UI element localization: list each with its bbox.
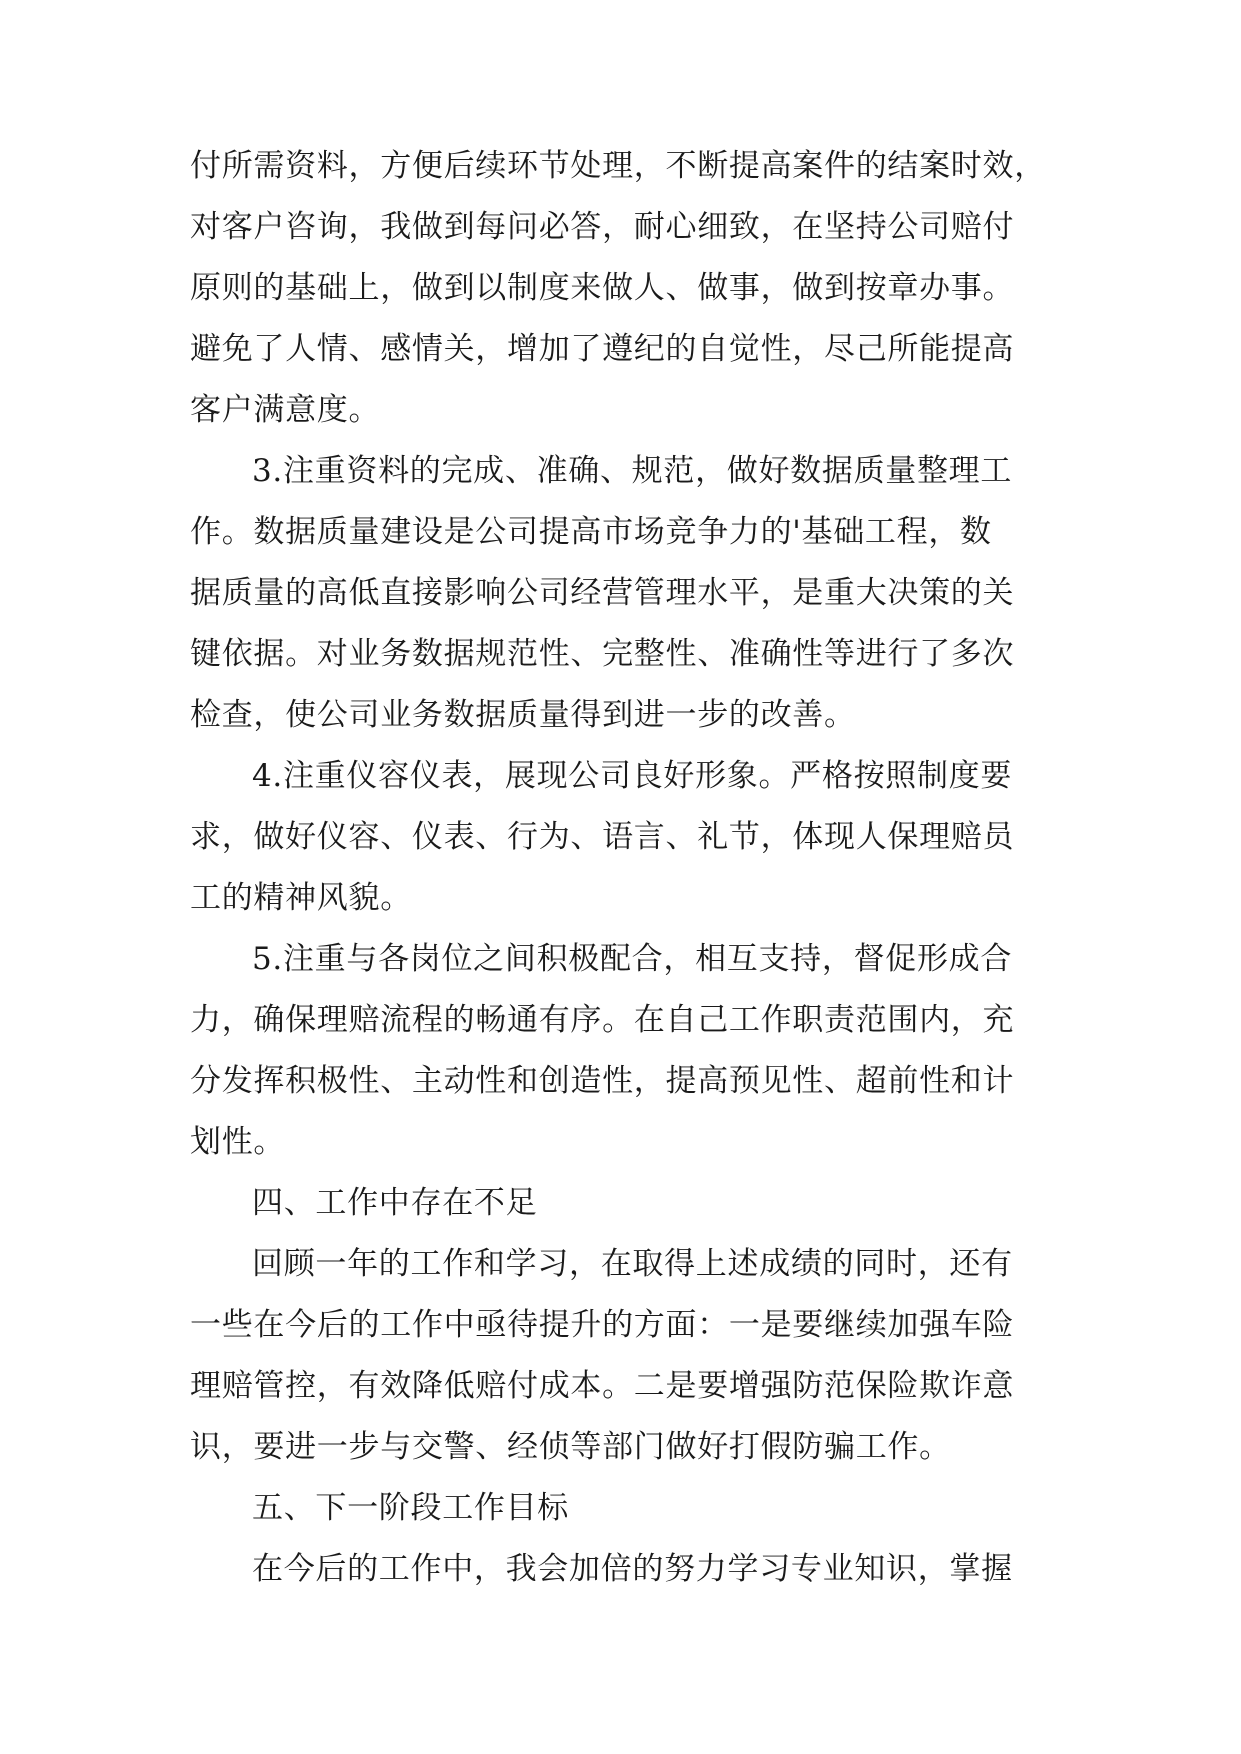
text-line: 原则的基础上，做到以制度来做人、做事，做到按章办事。 bbox=[190, 270, 1015, 306]
section-heading-5: 五、下一阶段工作目标 bbox=[252, 1490, 569, 1526]
list-item-3-start: 3.注重资料的完成、准确、规范，做好数据质量整理工 bbox=[252, 453, 1013, 489]
text-line: 键依据。对业务数据规范性、完整性、准确性等进行了多次 bbox=[190, 636, 1015, 672]
text-line: 对客户咨询，我做到每问必答，耐心细致，在坚持公司赔付 bbox=[190, 209, 1015, 245]
text-line: 分发挥积极性、主动性和创造性，提高预见性、超前性和计 bbox=[190, 1063, 1015, 1099]
text-line: 检查，使公司业务数据质量得到进一步的改善。 bbox=[190, 697, 856, 733]
section-heading-4: 四、工作中存在不足 bbox=[252, 1185, 538, 1221]
text-line: 求，做好仪容、仪表、行为、语言、礼节，体现人保理赔员 bbox=[190, 819, 1015, 855]
text-line: 一些在今后的工作中亟待提升的方面：一是要继续加强车险 bbox=[190, 1307, 1015, 1343]
text-line: 识，要进一步与交警、经侦等部门做好打假防骗工作。 bbox=[190, 1429, 951, 1465]
text-line: 据质量的高低直接影响公司经营管理水平，是重大决策的关 bbox=[190, 575, 1015, 611]
paragraph-start: 回顾一年的工作和学习，在取得上述成绩的同时，还有 bbox=[252, 1246, 1013, 1282]
paragraph-start: 在今后的工作中，我会加倍的努力学习专业知识，掌握 bbox=[252, 1551, 1013, 1587]
list-item-5-start: 5.注重与各岗位之间积极配合，相互支持，督促形成合 bbox=[252, 941, 1013, 977]
text-line: 客户满意度。 bbox=[190, 392, 381, 428]
text-line: 避免了人情、感情关，增加了遵纪的自觉性，尽己所能提高 bbox=[190, 331, 1015, 367]
text-line: 力，确保理赔流程的畅通有序。在自己工作职责范围内，充 bbox=[190, 1002, 1015, 1038]
text-line: 划性。 bbox=[190, 1124, 286, 1160]
text-line: 工的精神风貌。 bbox=[190, 880, 412, 916]
list-item-4-start: 4.注重仪容仪表，展现公司良好形象。严格按照制度要 bbox=[252, 758, 1013, 794]
text-line: 理赔管控，有效降低赔付成本。二是要增强防范保险欺诈意 bbox=[190, 1368, 1015, 1404]
text-line: 付所需资料，方便后续环节处理，不断提高案件的结案时效， bbox=[190, 148, 1046, 184]
text-line: 作。数据质量建设是公司提高市场竞争力的'基础工程，数 bbox=[190, 514, 992, 550]
